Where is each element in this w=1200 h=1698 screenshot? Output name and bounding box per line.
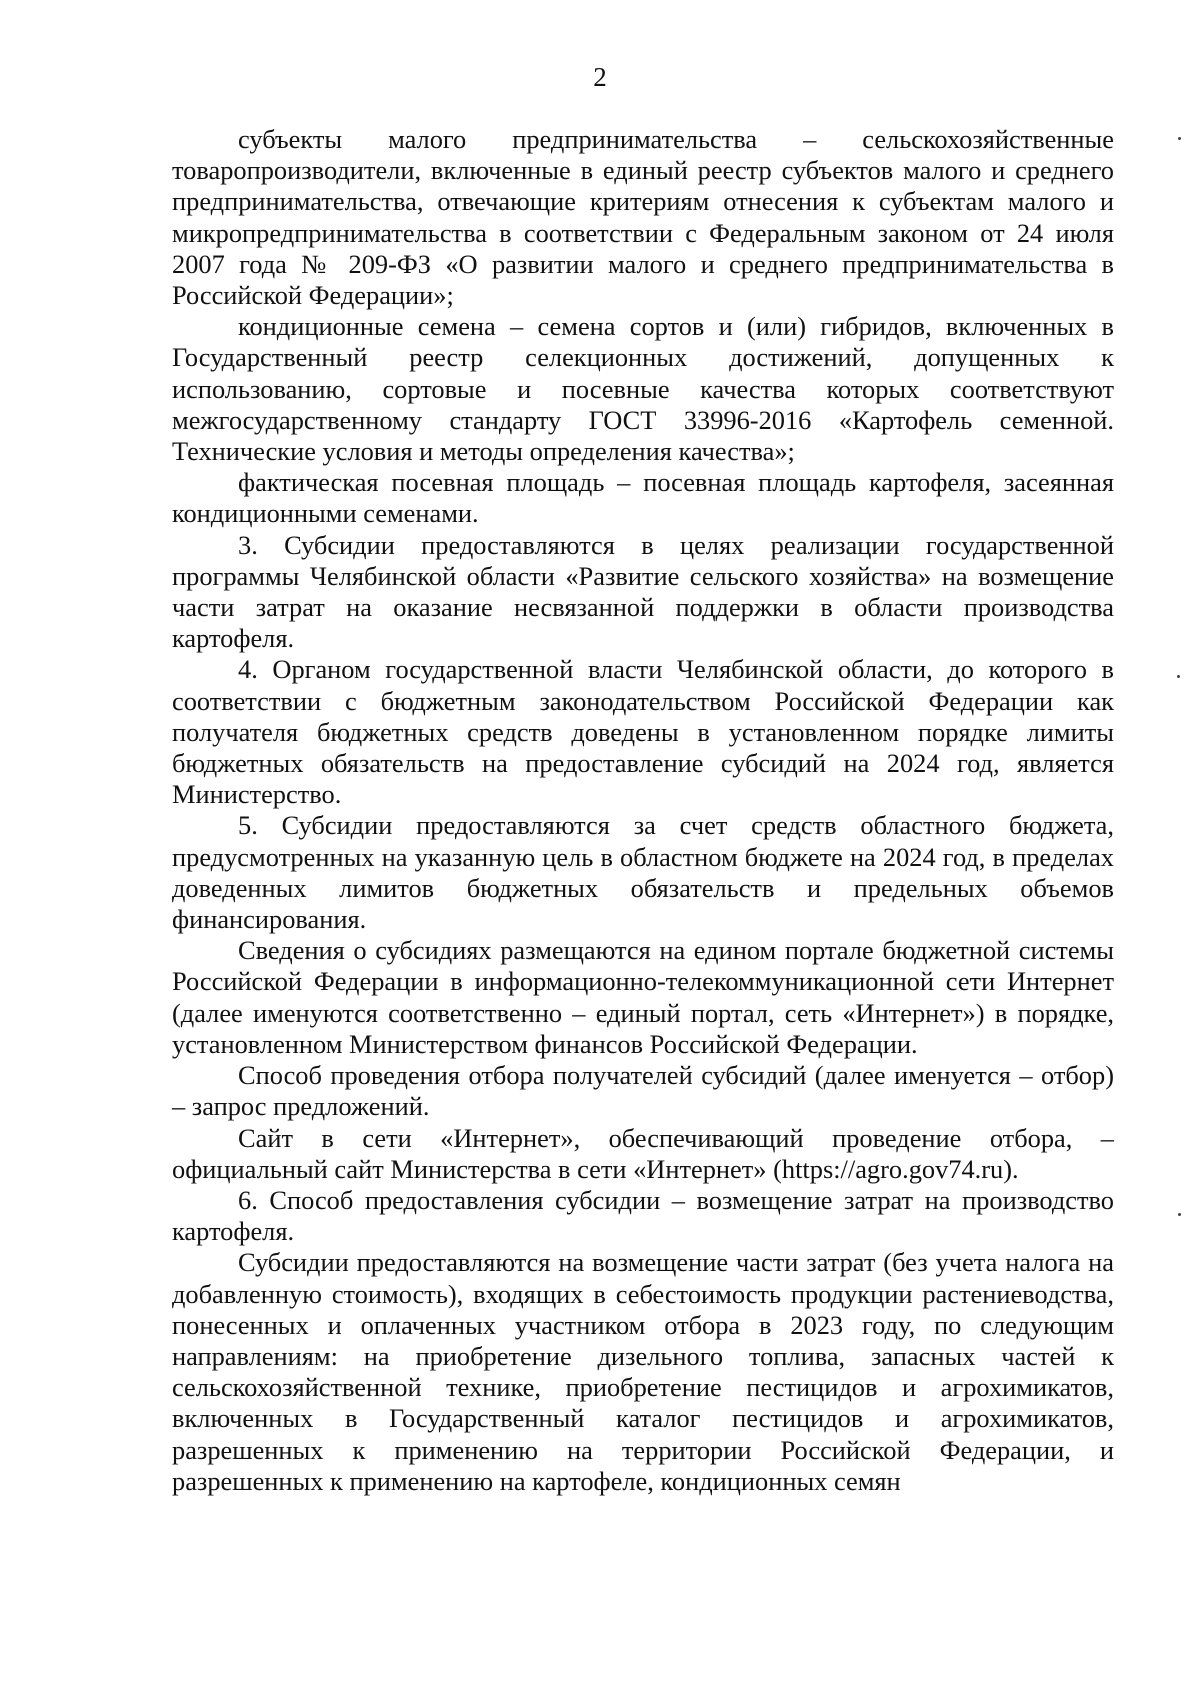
paragraph-clause-3: 3. Субсидии предоставляются в целях реализации государственной программы Челябинской области «Развитие сельского хозяйства» на возмещение части затрат на оказание несвязанной поддержки в области производства картофеля. [172,529,1114,654]
document-body [172,124,1114,1497]
scan-speck [1178,137,1181,140]
scan-speck [1178,1213,1181,1216]
paragraph-clause-4: 4. Органом государственной власти Челябинской области, до которого в соответствии с бюджетным законодательством Российской Федерации как получателя бюджетных средств доведены в установленном порядке лимиты бюджетных обязательств на предоставление субсидий на 2024 год, является Министерство. [172,654,1114,810]
paragraph-sown-area-definition: фактическая посевная площадь – посевная площадь картофеля, засеянная кондиционными семенами. [172,467,1114,529]
paragraph-clause-5: 5. Субсидии предоставляются за счет средств областного бюджета, предусмотренных на указанную цель в областном бюджете на 2024 год, в пределах доведенных лимитов бюджетных обязательств и предельных объемов финансирования. [172,810,1114,935]
paragraph-clause-6: 6. Способ предоставления субсидии – возмещение затрат на производство картофеля. [172,1184,1114,1247]
paragraph-selection-method: Способ проведения отбора получателей субсидий (далее именуется – отбор) – запрос предложений. [172,1060,1114,1122]
paragraph-subsidy-info-portal: Сведения о субсидиях размещаются на едином портале бюджетной системы Российской Федерации в информационно-телекоммуникационной сети Интернет (далее именуются соответственно – единый портал, сеть «Интернет») в порядке, установленном Министерством финансов Российской Федерации. [172,935,1114,1059]
paragraph-selection-website: Сайт в сети «Интернет», обеспечивающий проведение отбора, – официальный сайт Министерства в сети «Интернет» (https://agro.gov74.ru). [172,1122,1114,1184]
paragraph-conditioned-seeds-definition: кондиционные семена – семена сортов и (или) гибридов, включенных в Государственный реестр селекционных достижений, допущенных к использованию, сортовые и посевные качества которых соответствуют межгосударственному стандарту ГОСТ 33996-2016 «Картофель семенной. Технические условия и методы определения качества»; [172,311,1114,467]
scan-speck [1177,675,1180,678]
paragraph-cost-reimbursement: Субсидии предоставляются на возмещение части затрат (без учета налога на добавленную стоимость), входящих в себестоимость продукции растениеводства, понесенных и оплаченных участником отбора в 2023 году, по следующим направлениям: на приобретение дизельного топлива, запасных частей к сельскохозяйственной технике, приобретение пестицидов и агрохимикатов, включенных в Государственный каталог пестицидов и агрохимикатов, разрешенных к применению на территории Российской Федерации, и разрешенных к применению на картофеле, кондиционных семян [172,1247,1114,1496]
page-number: 2 [593,62,607,92]
paragraph-small-business-definition: субъекты малого предпринимательства – сельскохозяйственные товаропроизводители, включенные в единый реестр субъектов малого и среднего предпринимательства, отвечающие критериям отнесения к субъектам малого и микропредпринимательства в соответствии с Федеральным законом от 24 июля 2007 года № 209-ФЗ «О развитии малого и среднего предпринимательства в Российской Федерации»; [172,124,1114,311]
